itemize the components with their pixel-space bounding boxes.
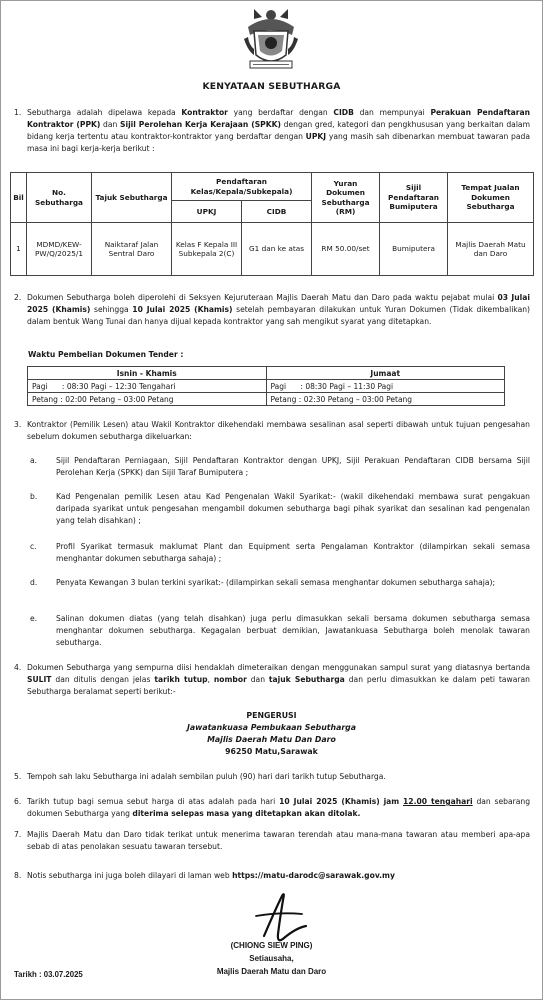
header-tajuk: Tajuk Sebutharga [92,173,172,223]
hours-table [27,366,505,406]
page-title: KENYATAAN SEBUTHARGA [202,81,341,92]
hours-col1-petang: Petang : 02:00 Petang – 03:00 Petang [28,393,267,406]
paragraph-5: Tempoh sah laku Sebutharga ini adalah sembilan puluh (90) hari dari tarikh tutup Sebutharga. [27,772,386,781]
para-number: 6. [14,797,22,806]
paragraph-6: Tarikh tutup bagi semua sebut harga di atas adalah pada hari 10 Julai 2025 (Khamis) jam 12.00 tengahari dan sebarang dokumen Sebutharga yang diterima selepas masa yang ditetapkan akan ditolak. [27,797,531,818]
paragraph-3: Kontraktor (Pemilik Lesen) atau Wakil Kontraktor dikehendaki membawa sesalinan asal seperti dibawah untuk tujuan pengesahan sebelum dokumen sebutharga dikeluarkan: [27,420,530,441]
item-label: a. [30,456,38,465]
para-number: 7. [14,830,22,839]
header-pendaftaran: Pendaftaran Kelas/Kepala/Subkepala) [172,173,312,201]
hours-col2-pagi: Pagi : 08:30 Pagi – 11:30 Pagi [266,380,505,393]
cell-tempat: Majlis Daerah Matu dan Daro [448,223,534,276]
paragraph-2: Dokumen Sebutharga boleh diperolehi di Seksyen Kejuruteraan Majlis Daerah Matu dan Daro pada waktu pejabat mulai 03 Julai 2025 (Khamis) sehingga 10 Julai 2025 (Khamis) setelah pembayaran dilakukan untuk Yuran Dokumen (Tidak dikembalikan) dalam bentuk Wang Tunai dan hanya dijual kepada kontraktor yang sah mengikut syarat yang ditetapkan. [27,293,530,326]
cell-upkj: Kelas F Kepala III Subkepala 2(C) [172,223,242,276]
website-link[interactable]: https://matu-darodc@sarawak.gov.my [232,871,395,880]
hours-col1-header: Isnin - Khamis [28,367,267,380]
header-no: No. Sebutharga [27,173,92,223]
sarawak-crest-icon [240,5,302,75]
address-line: PENGERUSI [246,711,297,720]
list-item: Penyata Kewangan 3 bulan terkini syarikat:- (dilampirkan sekali semasa menghantar dokumen sebutharga sahaja); [56,578,496,587]
hours-col2-petang: Petang : 02:30 Petang – 03:00 Petang [266,393,505,406]
address-line: Majlis Daerah Matu Dan Daro [207,735,336,744]
para-number: 4. [14,663,22,672]
address-line: 96250 Matu,Sarawak [225,747,318,756]
item-label: e. [30,614,38,623]
cell-bil: 1 [11,223,27,276]
paragraph-8: Notis sebutharga ini juga boleh dilayari di laman web https://matu-darodc@sarawak.gov.my [27,871,395,880]
list-item: Kad Pengenalan pemilik Lesen atau Kad Pengenalan Wakil Syarikat:- (wakil dikehendaki membawa surat pengakuan daripada syarikat untuk pengesahan mengambil dokumen sebutharga bagi pihak syarikat dan sesalinan kad pengenalan yang telah disahkan) ; [56,492,530,525]
signature-icon [236,888,326,948]
intro-paragraph: Sebutharga adalah dipelawa kepada Kontraktor yang berdaftar dengan CIDB dan mempunyai Perakuan Pendaftaran Kontraktor (PPK) dan Sijil Perolehan Kerja Kerajaan (SPKK) dengan gred, kategori dan pengkhususan yang berkaitan dalam bidang kerja tertentu atau kontraktor-kontraktor yang berdaftar dengan UPKJ yang masih sah dibenarkan membuat tawaran pada masa ini bagi kerja-kerja berikut : [27,108,530,153]
list-item: Sijil Pendaftaran Perniagaan, Sijil Pendaftaran Kontraktor dengan UPKJ, Sijil Perakuan Pendaftaran CIDB bersama Sijil Perolehan Kerja (SPKK) dan Sijil Taraf Bumiputera ; [56,456,530,477]
cell-tajuk: Naiktaraf Jalan Sentral Daro [92,223,172,276]
item-label: c. [30,542,37,551]
header-yuran: Yuran Dokumen Sebutharga (RM) [312,173,380,223]
document-date: Tarikh : 03.07.2025 [14,970,83,979]
paragraph-7: Majlis Daerah Matu dan Daro tidak terikat untuk menerima tawaran terendah atau mana-mana tawaran atau memberi apa-apa sebab di atas penolakan sesuatu tawaran tersebut. [27,830,530,851]
cell-no: MDMD/KEW-PW/Q/2025/1 [27,223,92,276]
cell-yuran: RM 50.00/set [312,223,380,276]
cell-sijil: Bumiputera [380,223,448,276]
header-upkj: UPKJ [172,201,242,223]
table-row [11,223,534,276]
tender-table [10,172,534,276]
cell-cidb: G1 dan ke atas [242,223,312,276]
header-tempat: Tempat Jualan Dokumen Sebutharga [448,173,534,223]
para-number: 1. [14,108,22,117]
signatory-name: (CHIONG SIEW PING) [230,941,313,950]
para-number: 8. [14,871,22,880]
para-number: 3. [14,420,22,429]
header-sijil: Sijil Pendaftaran Bumiputera [380,173,448,223]
item-label: b. [30,492,38,501]
para-number: 2. [14,293,22,302]
signatory-org: Majlis Daerah Matu dan Daro [216,967,327,976]
hours-col1-pagi: Pagi : 08:30 Pagi – 12:30 Tengahari [28,380,267,393]
hours-title: Waktu Pembelian Dokumen Tender : [28,350,184,359]
list-item: Profil Syarikat termasuk maklumat Plant dan Equipment serta Pengalaman Kontraktor (dilampirkan sekali semasa menghantar dokumen sebutharga sahaja) ; [56,542,530,563]
signatory-role: Setiausaha, [249,954,294,963]
para-number: 5. [14,772,22,781]
hours-col2-header: Jumaat [266,367,505,380]
header-bil: Bil [11,173,27,223]
address-line: Jawatankuasa Pembukaan Sebutharga [186,723,357,732]
header-cidb: CIDB [242,201,312,223]
item-label: d. [30,578,38,587]
list-item: Salinan dokumen diatas (yang telah disahkan) juga perlu dimasukkan sekali bersama dokumen sebutharga semasa menghantar dokumen sebutharga. Kegagalan berbuat demikian, Jawatankuasa Sebutharga boleh menolak tawaran sebutharga. [56,614,530,647]
paragraph-4: Dokumen Sebutharga yang sempurna diisi hendaklah dimeteraikan dengan menggunakan sampul surat yang diatasnya bertanda SULIT dan ditulis dengan jelas tarikh tutup, nombor dan tajuk Sebutharga dan perlu dimasukkan ke dalam peti tawaran Sebutharga beralamat seperti berikut:- [27,663,530,696]
